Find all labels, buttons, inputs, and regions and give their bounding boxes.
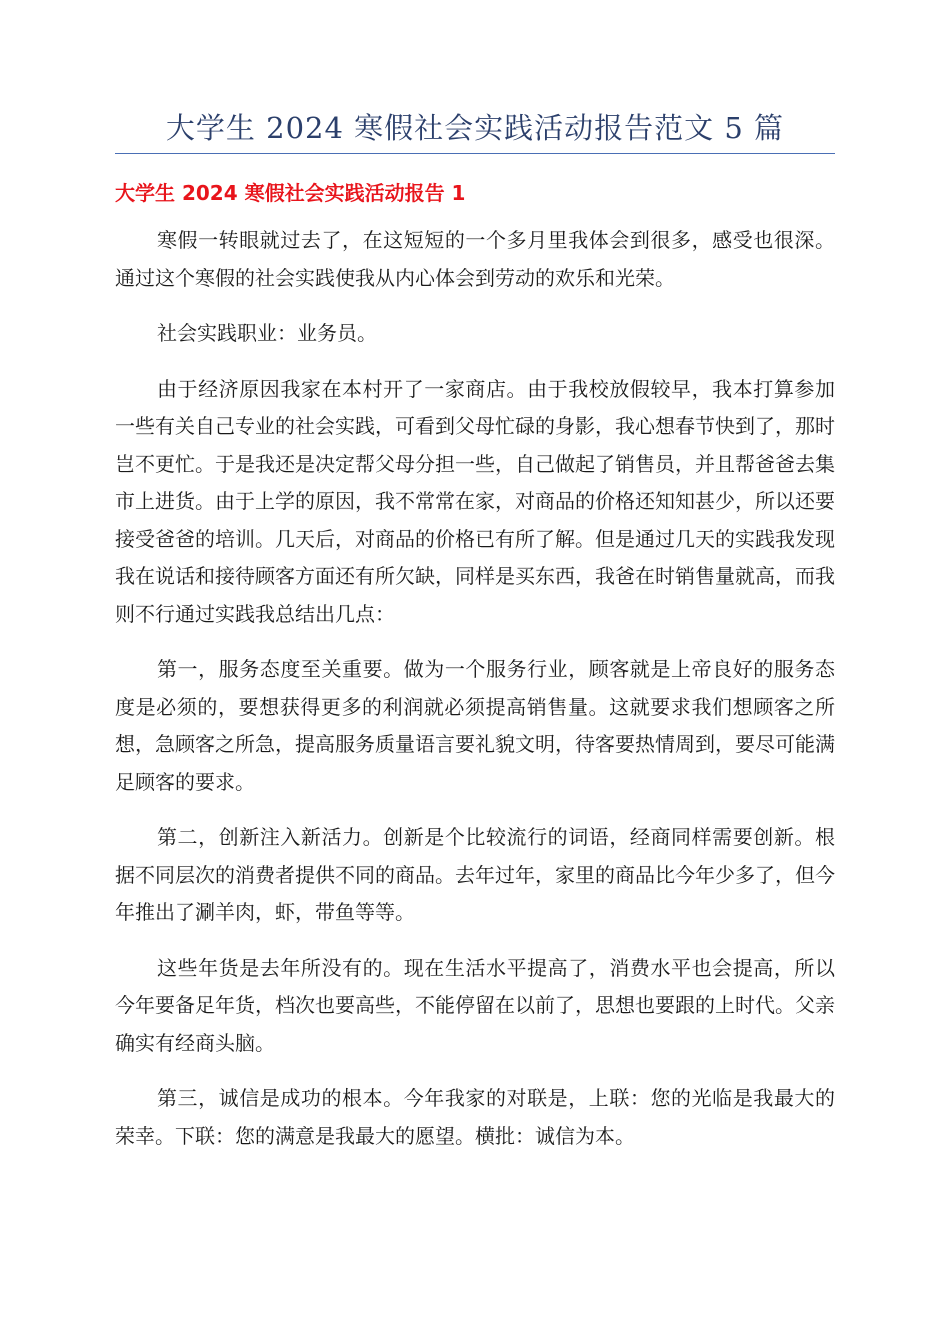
title-underline: [115, 153, 835, 154]
paragraph-point-two: 第二，创新注入新活力。创新是个比较流行的词语，经商同样需要创新。根据不同层次的消费者提供不同的商品。去年过年，家里的商品比今年少多了，但今年推出了涮羊肉，虾，带鱼等等。: [115, 825, 835, 924]
paragraph-job: 社会实践职业：业务员。: [157, 321, 377, 345]
paragraph-new-goods: 这些年货是去年所没有的。现在生活水平提高了，消费水平也会提高，所以今年要备足年货，档次也要高些，不能停留在以前了，思想也要跟的上时代。父亲确实有经商头脑。: [115, 955, 835, 1055]
paragraph-point-three: 第三，诚信是成功的根本。今年我家的对联是，上联：您的光临是我最大的荣幸。下联：您的满意是我最大的愿望。横批：诚信为本。: [115, 1086, 835, 1148]
paragraph-intro: 寒假一转眼就过去了，在这短短的一个多月里我体会到很多，感受也很深。通过这个寒假的社会实践使我从内心体会到劳动的欢乐和光荣。: [115, 228, 835, 290]
section-heading: 大学生 2024 寒假社会实践活动报告 1: [115, 181, 466, 205]
paragraph-background: 由于经济原因我家在本村开了一家商店。由于我校放假较早，我本打算参加一些有关自己专业的社会实践，可看到父母忙碌的身影，我心想春节快到了，那时岂不更忙。于是我还是决定帮父母分担一些，自己做起了销售员，并且帮爸爸去集市上进货。由于上学的原因，我不常常在家，对商品的价格还知知甚少，所以还要接受爸爸的培训。几天后，对商品的价格已有所了解。但是通过几天的实践我发现我在说话和接待顾客方面还有所欠缺，同样是买东西，我爸在时销售量就高，而我则不行通过实践我总结出几点：: [115, 376, 835, 626]
paragraph-point-one: 第一，服务态度至关重要。做为一个服务行业，顾客就是上帝良好的服务态度是必须的，要想获得更多的利润就必须提高销售量。这就要求我们想顾客之所想，急顾客之所急，提高服务质量语言要礼貌文明，待客要热情周到，要尽可能满足顾客的要求。: [115, 657, 835, 794]
document-body: [115, 222, 835, 1173]
document-title: 大学生 2024 寒假社会实践活动报告范文 5 篇: [165, 111, 785, 145]
